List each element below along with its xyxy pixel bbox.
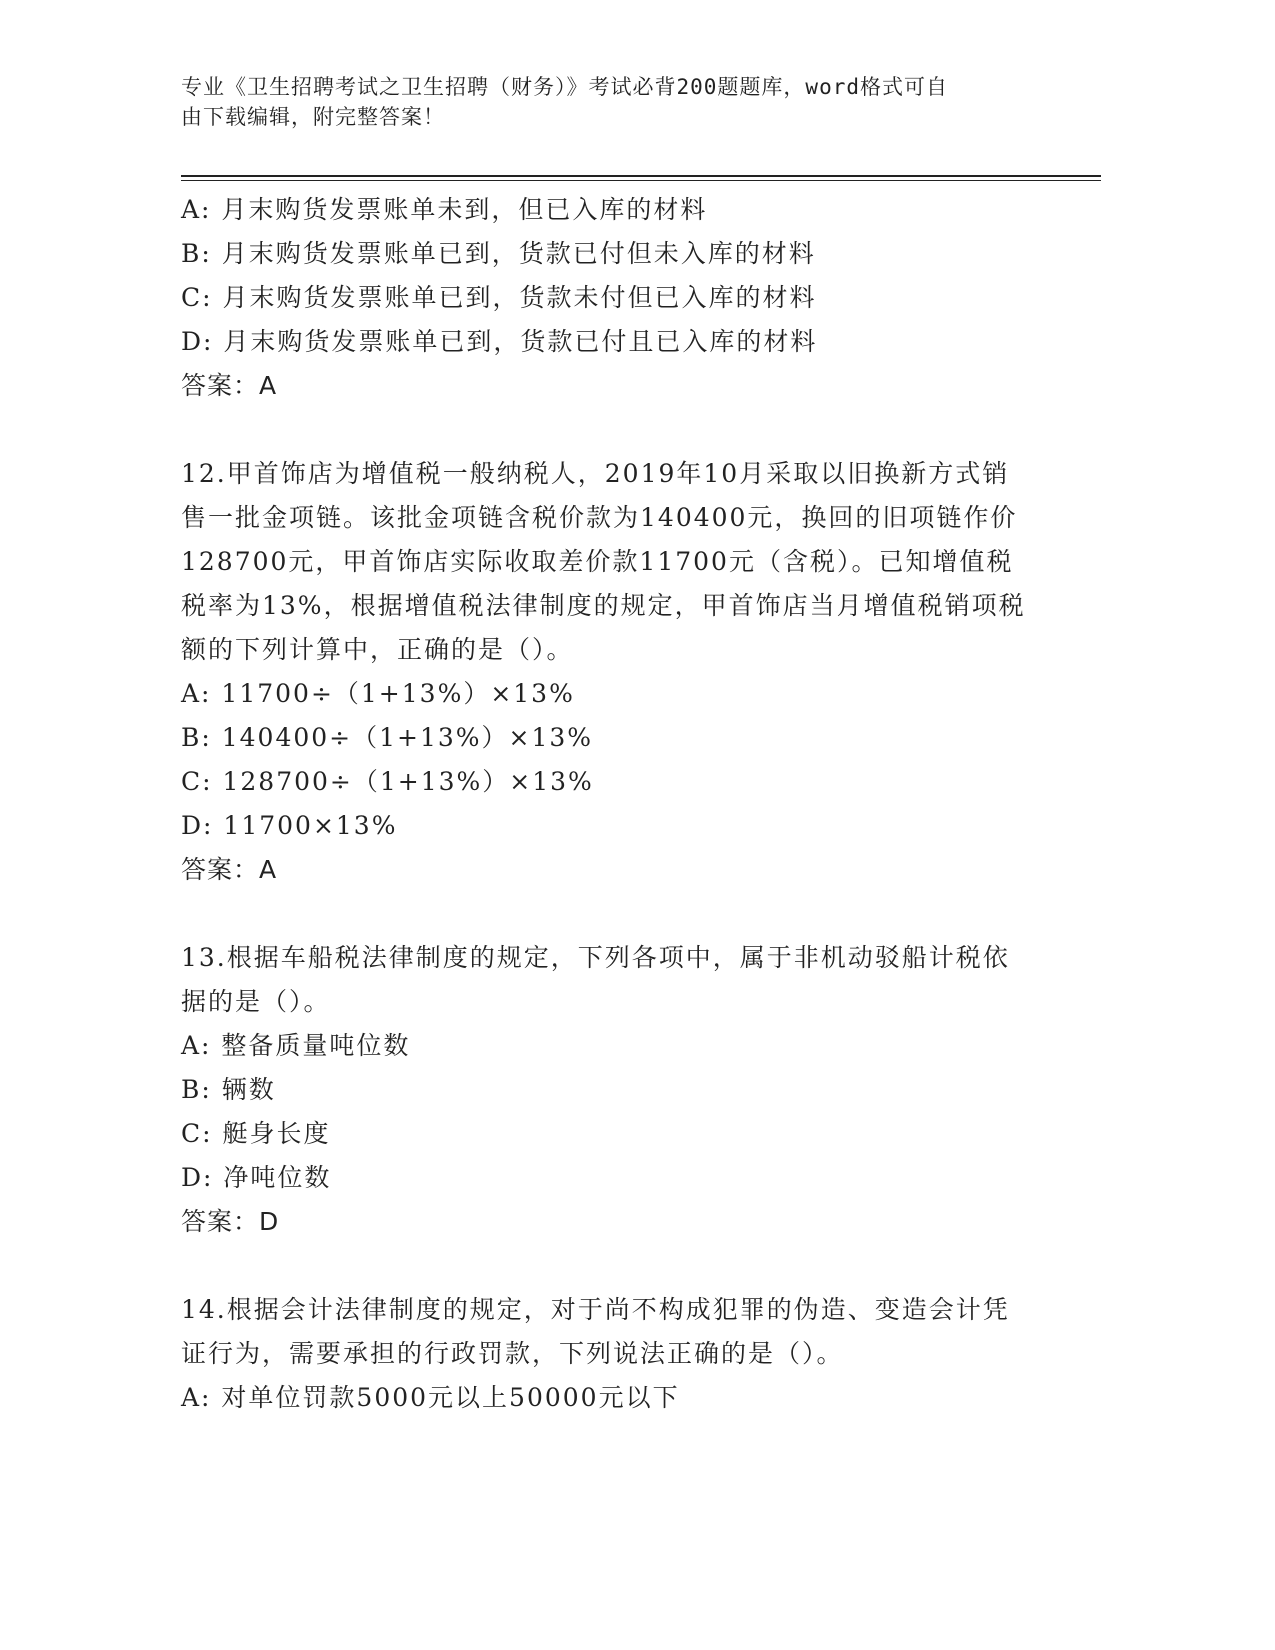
- question-gap: [181, 408, 1051, 452]
- q11-option-d: D: 月末购货发票账单已到，货款已付且已入库的材料: [181, 327, 818, 356]
- header-rule-thick: [181, 175, 1101, 177]
- question-13-block: [181, 936, 1051, 1244]
- question-gap: [181, 1244, 1051, 1288]
- question-12-block: [181, 452, 1051, 892]
- document-header: [181, 72, 1041, 132]
- question-gap: [181, 892, 1051, 936]
- q12-stem-line-1: 12.甲首饰店为增值税一般纳税人，2019年10月采取以旧换新方式销: [181, 459, 1010, 488]
- q14-stem-line-2: 证行为，需要承担的行政罚款，下列说法正确的是（）。: [181, 1339, 844, 1368]
- question-14-block: [181, 1288, 1051, 1420]
- q13-stem-line-2: 据的是（）。: [181, 987, 331, 1016]
- q11-option-b: B: 月末购货发票账单已到，货款已付但未入库的材料: [181, 239, 816, 268]
- q13-option-d: D: 净吨位数: [181, 1163, 332, 1192]
- q12-stem-line-3: 128700元，甲首饰店实际收取差价款11700元（含税）。已知增值税: [181, 547, 1014, 576]
- q12-answer: 答案：A: [181, 855, 278, 884]
- q14-option-a: A: 对单位罚款5000元以上50000元以下: [181, 1383, 680, 1412]
- q12-option-d: D: 11700×13%: [181, 811, 398, 840]
- q14-stem-line-1: 14.根据会计法律制度的规定，对于尚不构成犯罪的伪造、变造会计凭: [181, 1295, 1010, 1324]
- q13-option-b: B: 辆数: [181, 1075, 276, 1104]
- header-line-2: 由下载编辑，附完整答案！: [181, 105, 445, 129]
- header-line-1: 专业《卫生招聘考试之卫生招聘（财务）》考试必背200题题库，word格式可自: [181, 75, 948, 99]
- q13-answer: 答案：D: [181, 1207, 280, 1236]
- header-rule-thin: [181, 180, 1101, 181]
- q11-answer: 答案：A: [181, 371, 278, 400]
- q12-stem-line-5: 额的下列计算中，正确的是（）。: [181, 635, 574, 664]
- q11-option-c: C: 月末购货发票账单已到，货款未付但已入库的材料: [181, 283, 817, 312]
- q13-stem-line-1: 13.根据车船税法律制度的规定，下列各项中，属于非机动驳船计税依: [181, 943, 1010, 972]
- q12-option-a: A: 11700÷（1+13%）×13%: [181, 679, 575, 708]
- q12-option-c: C: 128700÷（1+13%）×13%: [181, 767, 594, 796]
- q13-option-a: A: 整备质量吨位数: [181, 1031, 411, 1060]
- q11-option-a: A: 月末购货发票账单未到，但已入库的材料: [181, 195, 708, 224]
- q12-option-b: B: 140400÷（1+13%）×13%: [181, 723, 594, 752]
- q13-option-c: C: 艇身长度: [181, 1119, 331, 1148]
- q12-stem-line-2: 售一批金项链。该批金项链含税价款为140400元，换回的旧项链作价: [181, 503, 1018, 532]
- question-11-block: [181, 188, 1051, 408]
- question-content: [181, 188, 1051, 1420]
- q12-stem-line-4: 税率为13%，根据增值税法律制度的规定，甲首饰店当月增值税销项税: [181, 591, 1026, 620]
